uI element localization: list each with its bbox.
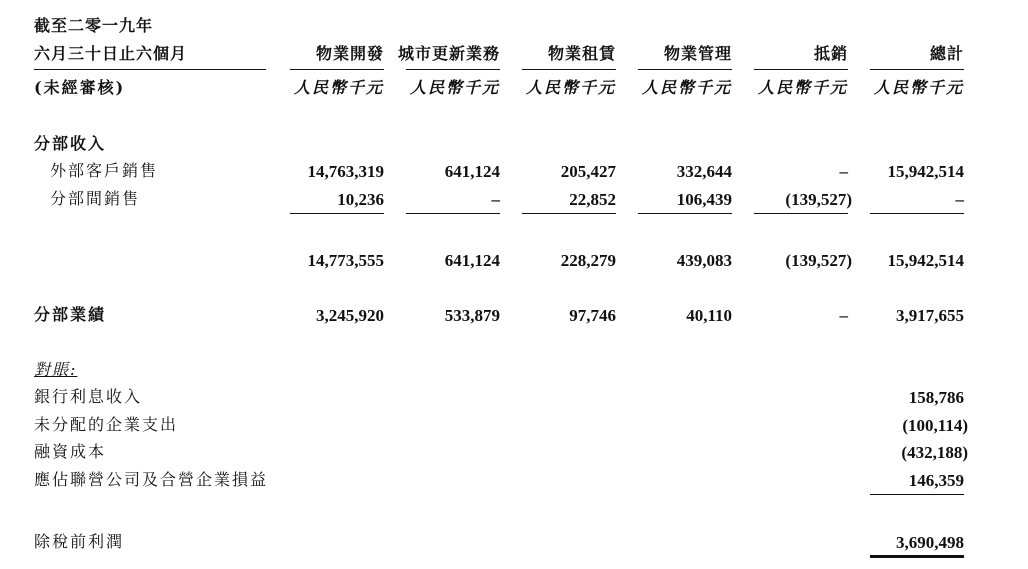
col-unit: 人民幣千元 [293, 78, 384, 97]
intersegment-sales-value: – [491, 190, 500, 209]
col-unit: 人民幣千元 [641, 78, 732, 97]
segment-results-value: – [839, 306, 848, 325]
subtotal-rule [870, 213, 964, 214]
intersegment-sales-value: 10,236 [337, 190, 384, 209]
col-rule [290, 69, 384, 70]
recon-item-label: 應佔聯營公司及合營企業損益 [34, 470, 269, 489]
subtotal-rule [638, 213, 732, 214]
external-sales-value: 15,942,514 [887, 162, 964, 181]
revenue-total-value: 15,942,514 [887, 251, 964, 270]
segment-results-value: 533,879 [444, 306, 500, 325]
intersegment-sales-value: 106,439 [676, 190, 732, 209]
recon-item-value: 158,786 [908, 388, 964, 407]
intersegment-sales-value: – [955, 190, 964, 209]
recon-item-label: 銀行利息收入 [34, 387, 143, 406]
revenue-total-value: 14,773,555 [307, 251, 384, 270]
double-underline [870, 555, 964, 558]
col-head-property-development: 物業開發 [315, 44, 384, 63]
period-line-2: 六月三十日止六個月 [34, 44, 188, 63]
intersegment-sales-value: (139,527) [785, 190, 852, 209]
external-sales-label: 外部客戶銷售 [50, 161, 159, 180]
external-sales-value: 14,763,319 [307, 162, 384, 181]
intersegment-sales-label: 分部間銷售 [50, 189, 141, 208]
col-head-total: 總計 [929, 44, 964, 63]
col-unit: 人民幣千元 [525, 78, 616, 97]
segment-results-label: 分部業績 [34, 305, 107, 324]
segment-results-value: 97,746 [569, 306, 616, 325]
col-head-urban-renewal: 城市更新業務 [397, 44, 500, 63]
col-unit: 人民幣千元 [873, 78, 964, 97]
segment-revenue-title: 分部收入 [34, 134, 107, 153]
external-sales-value: 641,124 [444, 162, 500, 181]
intersegment-sales-value: 22,852 [569, 190, 616, 209]
col-rule [754, 69, 848, 70]
recon-total-rule [870, 494, 964, 495]
col-head-eliminations: 抵銷 [813, 44, 848, 63]
reconciliation-title: 對賬: [34, 360, 78, 379]
col-rule [406, 69, 500, 70]
external-sales-value: 205,427 [560, 162, 616, 181]
recon-item-value: (432,188) [901, 443, 968, 462]
external-sales-value: – [839, 162, 848, 181]
subtotal-rule [406, 213, 500, 214]
segment-results-value: 3,917,655 [896, 306, 964, 325]
subtotal-rule [290, 213, 384, 214]
external-sales-value: 332,644 [676, 162, 732, 181]
audit-note: (未經審核) [34, 78, 126, 97]
recon-item-label: 未分配的企業支出 [34, 415, 179, 434]
revenue-total-value: 641,124 [444, 251, 500, 270]
segment-results-value: 3,245,920 [316, 306, 384, 325]
col-unit: 人民幣千元 [409, 78, 500, 97]
subtotal-rule [522, 213, 616, 214]
col-rule [522, 69, 616, 70]
col-unit: 人民幣千元 [757, 78, 848, 97]
subtotal-rule [754, 213, 848, 214]
recon-item-label: 融資成本 [34, 442, 107, 461]
col-head-property-management: 物業管理 [663, 44, 732, 63]
revenue-total-value: (139,527) [785, 251, 852, 270]
revenue-total-value: 228,279 [560, 251, 616, 270]
recon-item-value: (100,114) [902, 416, 968, 435]
col-rule [870, 69, 964, 70]
profit-before-tax-value: 3,690,498 [896, 533, 964, 552]
profit-before-tax-label: 除稅前利潤 [34, 532, 125, 551]
header-rule [34, 69, 266, 70]
col-head-property-leasing: 物業租賃 [547, 44, 616, 63]
period-line-1: 截至二零一九年 [34, 16, 154, 35]
segment-results-value: 40,110 [686, 306, 732, 325]
recon-item-value: 146,359 [908, 471, 964, 490]
revenue-total-value: 439,083 [676, 251, 732, 270]
col-rule [638, 69, 732, 70]
